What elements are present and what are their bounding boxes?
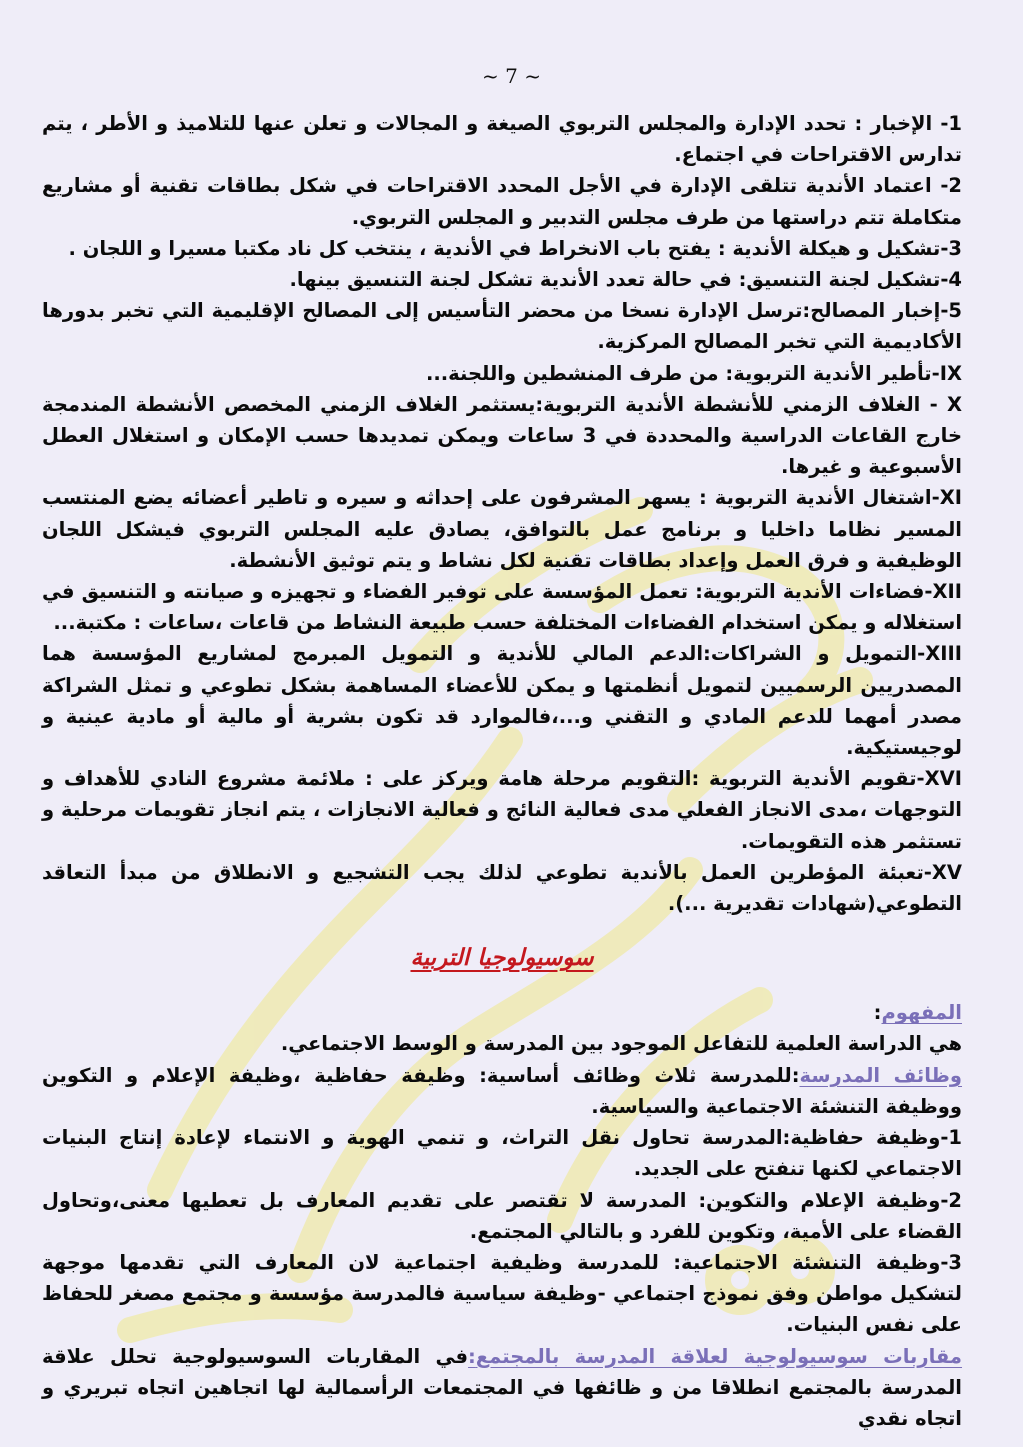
concept-heading-line: المفهوم: — [873, 1001, 962, 1025]
paragraph-section-xii: XII-فضاءات الأندية التربوية: تعمل المؤسسة على توفير الفضاء و تجهيزه و صيانته و التنسيق في استغلاله و يمكن استخدام الفضاءات المختلفة حسب طبيعة النشاط من قاعات ،ساعات : مكتبة... — [42, 580, 962, 635]
approaches-text: في المقاربات السوسيولوجية تحلل علاقة المدرسة بالمجتمع انطلاقا من و ظائفها في المجتمعات الرأسمالية لها اتجاهين اتجاه تبريري و اتجاه نقدي — [42, 1344, 962, 1430]
paragraph-section-xiii: XIII-التمويل و الشراكات:الدعم المالي للأندية و التمويل المبرمج لمشاريع المؤسسة هما المصدريين الرسميين لتمويل أنظمتها و يمكن للأعضاء المساهمة بشكل تطوعي و تمثل الشراكة مصدر أمهما للدعم المادي و التقني و...،فالموارد قد تكون بشرية أو مالية أو مادية عينية و لوجيستيكية. — [42, 642, 962, 760]
paragraph-section-xv: XV-تعبئة المؤطرين العمل بالأندية تطوعي لذلك يجب التشجيع و الانطلاق من مبدأ التعاقد التطوعي(شهادات تقديرية ...). — [42, 860, 962, 916]
section-title: سوسيولوجيا التربية — [410, 945, 594, 972]
paragraph-club-approval: 2- اعتماد الأندية تتلقى الإدارة في الأجل المحدد الاقتراحات في شكل بطاقات تقنية أو مشاريع متكاملة تتم دراستها من طرف مجلس التدبير و المجلس التربوي. — [42, 174, 962, 229]
functions-paragraph: وظائف المدرسة:للمدرسة ثلاث وظائف أساسية: وظيفة حفاظية ،وظيفة الإعلام و التكوين ووظيفة التنشئة الاجتماعية والسياسية. — [42, 1063, 963, 1118]
paragraph-club-structure: 3-تشكيل و هيكلة الأندية : يفتح باب الانخراط في الأندية ، ينتخب كل ناد مكتبا مسيرا و اللجان . — [68, 236, 962, 260]
paragraph-section-x: X - الغلاف الزمني للأنشطة الأندية التربوية:يستثمر الغلاف الزمني المخصص الأنشطة المندمجة خارج القاعات الدراسية والمحددة في 3 ساعات ويمكن تمديدها حسب الإمكان و استغلال العطل الأسبوعية و غيرها. — [42, 392, 963, 479]
paragraph-inform-services: 5-إخبار المصالح:ترسل الإدارة نسخا من محضر التأسيس إلى المصالح الإقليمية التي تخبر بدورها الأكاديمية التي تخبر المصالح المركزية. — [42, 299, 962, 354]
paragraph-information-function: 2-وظيفة الإعلام والتكوين: المدرسة لا تقتصر على تقديم المعارف بل تعطيها معنى،وتحاول القضاء على الأمية، وتكوين للفرد و بالتالي المجتمع. — [42, 1188, 962, 1243]
document-body — [42, 108, 962, 1434]
paragraph-section-xvi: XVI-تقويم الأندية التربوية :التقويم مرحلة هامة ويركز على : ملائمة مشروع النادي للأهداف و التوجهات ،مدى الانجاز الفعلي مدى فعالية النائج و فعالية الانجازات ، يتم انجاز تقويمات مرحلية و تستثمر هذه التقويمات. — [42, 767, 962, 853]
paragraph-informing: 1- الإخبار : تحدد الإدارة والمجلس التربوي الصيغة و المجالات و تعلن عنها للتلاميذ و الأطر ، يتم تدارس الاقتراحات في اجتماع. — [42, 112, 962, 167]
concept-heading: المفهوم — [881, 1001, 962, 1025]
approaches-paragraph: مقاربات سوسيولوجية لعلاقة المدرسة بالمجتمع:في المقاربات السوسيولوجية تحلل علاقة المدرسة بالمجتمع انطلاقا من و ظائفها في المجتمعات الرأسمالية لها اتجاهين اتجاه تبريري و اتجاه نقدي — [42, 1344, 963, 1430]
paragraph-section-ix: IX-تأطير الأندية التربوية: من طرف المنشطين واللجنة... — [425, 361, 962, 385]
approaches-heading: مقاربات سوسيولوجية لعلاقة المدرسة بالمجتمع — [475, 1344, 963, 1368]
paragraph-section-xi: XI-اشتغال الأندية التربوية : يسهر المشرفون على إحداثه و سيره و تاطير أعضائه يضع المنتسب المسير نظاما داخليا و برنامج عمل بالتوافق، يصادق عليه المجلس التربوي فيشكل اللجان الوظيفية و فرق العمل وإعداد بطاقات تقنية لكل نشاط و يتم توثيق الأنشطة. — [42, 486, 962, 572]
paragraph-coordination-committee: 4-تشكيل لجنة التنسيق: في حالة تعدد الأندية تشكل لجنة التنسيق بينها. — [289, 268, 962, 292]
functions-text: للمدرسة ثلاث وظائف أساسية: وظيفة حفاظية ،وظيفة الإعلام و التكوين ووظيفة التنشئة الاجتماعية والسياسية. — [42, 1063, 962, 1118]
concept-text: هي الدراسة العلمية للتفاعل الموجود بين المدرسة و الوسط الاجتماعي. — [280, 1032, 962, 1056]
functions-heading: وظائف المدرسة — [799, 1063, 963, 1087]
paragraph-preservation-function: 1-وظيفة حفاظية:المدرسة تحاول نقل التراث، و تنمي الهوية و الانتماء لإعادة إنتاج البنيات الاجتماعي لكنها تنفتح على الجديد. — [42, 1126, 962, 1181]
page-number: ~ 7 ~ — [482, 64, 541, 88]
paragraph-socialization-function: 3-وظيفة التنشئة الاجتماعية: للمدرسة وظيفية اجتماعية لان المعارف التي تقدمها موجهة لتشكيل مواطن وفق نموذج اجتماعي -وظيفة سياسية فالمدرسة مؤسسة و مجتمع مصغر للحفاظ على نفس البنيات. — [42, 1250, 962, 1337]
